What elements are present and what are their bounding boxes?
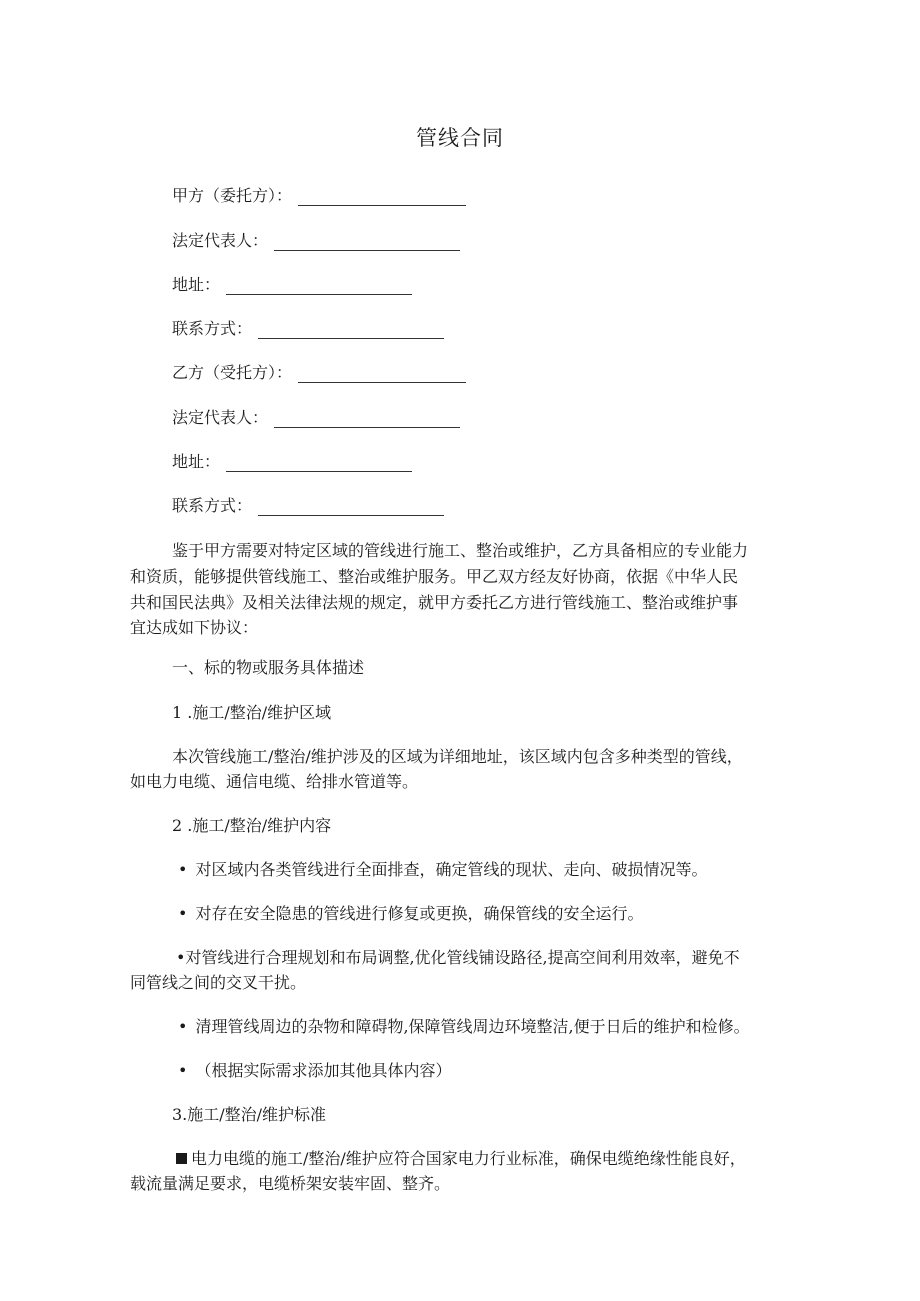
party-a-rep-field [172,231,460,251]
party-b-contact-field [172,496,444,516]
item-1-text-line-1: 本次管线施工/整治/维护涉及的区域为详细地址，该区域内包含多种类型的管线， [172,747,743,766]
bullet-item-5 [178,1060,451,1082]
standard-line-1 [176,1148,746,1170]
bullet-dot-icon: • [178,860,188,879]
bullet-item-5-text: （根据实际需求添加其他具体内容） [195,1061,452,1080]
bullet-dot-icon: • [178,904,188,923]
party-a-contact-field [172,319,444,339]
party-a-name-blank [298,190,466,206]
bullet-item-4-text: 清理管线周边的杂物和障碍物,保障管线周边环境整洁,便于日后的维护和检修。 [195,1017,750,1036]
party-a-name-field [172,186,466,206]
bullet-item-2-text: 对存在安全隐患的管线进行修复或更换，确保管线的安全运行。 [195,904,644,923]
party-b-name-field [172,363,466,383]
bullet-item-4 [178,1016,750,1038]
party-a-rep-label: 法定代表人： [172,231,269,250]
bullet-item-3-line-1: •对管线进行合理规划和布局调整,优化管线铺设路径,提高空间利用效率，避免不 [176,948,740,967]
bullet-dot-icon: • [178,1017,188,1036]
document-title: 管线合同 [416,126,504,150]
party-b-rep-label: 法定代表人： [172,408,269,427]
party-b-contact-label: 联系方式： [172,496,253,515]
bullet-item-2 [178,903,643,925]
intro-line-1: 鉴于甲方需要对特定区域的管线进行施工、整治或维护，乙方具备相应的专业能力 [172,541,749,560]
bullet-dot-icon: • [178,1061,188,1080]
intro-line-4: 宜达成如下协议： [130,618,259,637]
item-1-text-line-2: 如电力电缆、通信电缆、给排水管道等。 [130,772,419,791]
party-a-addr-field [172,275,412,295]
intro-line-3: 共和国民法典》及相关法律法规的规定，就甲方委托乙方进行管线施工、整治或维护事 [130,593,739,612]
party-b-rep-blank [274,412,460,428]
party-a-contact-blank [258,323,444,339]
item-1-heading: 1 .施工/整治/维护区域 [172,703,332,722]
party-b-rep-field [172,408,460,428]
party-b-addr-blank [226,456,412,472]
party-a-contact-label: 联系方式： [172,319,253,338]
standard-line-2: 载流量满足要求，电缆桥架安装牢固、整齐。 [130,1174,451,1193]
square-bullet-icon [176,1153,187,1164]
item-3-heading: 3.施工/整治/维护标准 [172,1105,327,1124]
party-b-name-blank [298,367,466,383]
party-b-addr-label: 地址： [172,452,221,471]
party-b-contact-blank [258,500,444,516]
party-a-addr-label: 地址： [172,275,221,294]
bullet-item-1 [178,859,707,881]
party-a-addr-blank [226,279,412,295]
bullet-item-1-text: 对区域内各类管线进行全面排查，确定管线的现状、走向、破损情况等。 [195,860,708,879]
party-a-name-label: 甲方（委托方）： [172,186,293,205]
party-b-name-label: 乙方（受托方）： [172,363,293,382]
item-2-heading: 2 .施工/整治/维护内容 [172,816,332,835]
bullet-item-3-line-2: 同管线之间的交叉干扰。 [130,973,307,992]
section-1-heading: 一、标的物或服务具体描述 [172,658,365,677]
party-a-rep-blank [274,235,460,251]
standard-line-1-text: 电力电缆的施工/整治/维护应符合国家电力行业标准，确保电缆绝缘性能良好， [191,1149,746,1168]
party-b-addr-field [172,452,412,472]
intro-line-2: 和资质，能够提供管线施工、整治或维护服务。甲乙双方经友好协商，依据《中华人民 [130,567,739,586]
